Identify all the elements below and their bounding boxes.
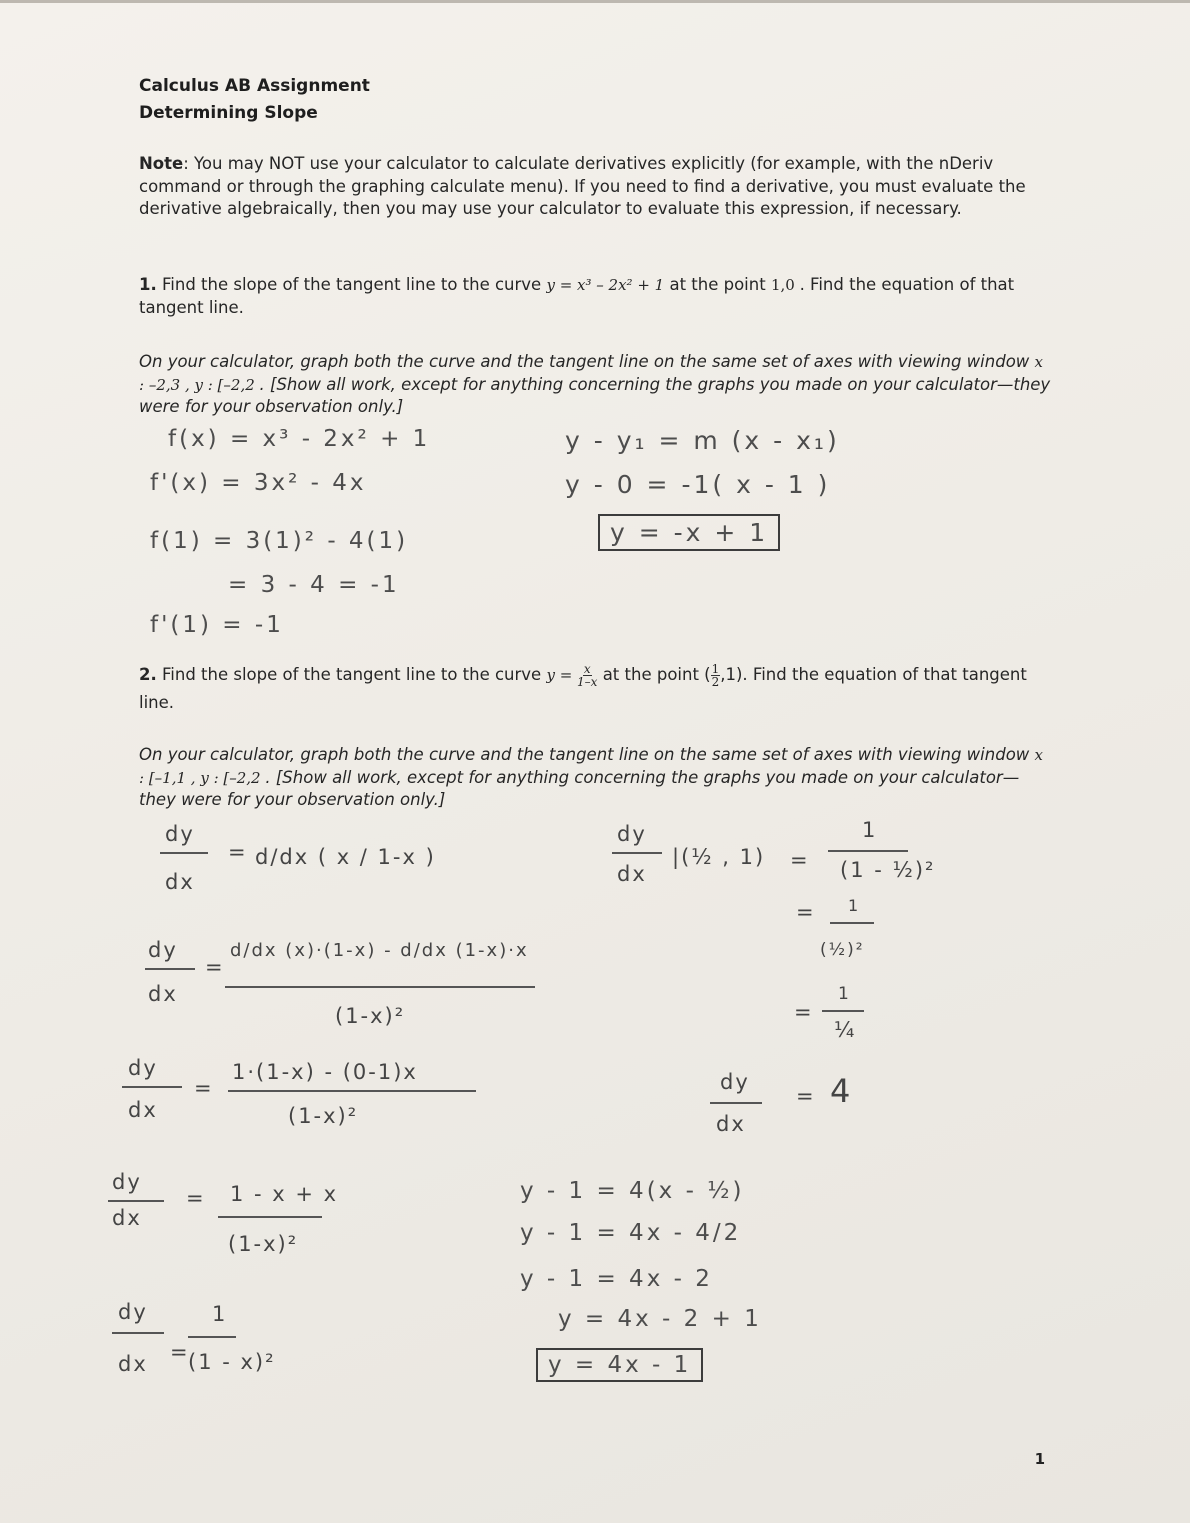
q2-point-rest: ,1). Find the equation of that tangent line. [139, 665, 1027, 712]
q1-work-line-4: = 3 - 4 = -1 [228, 572, 400, 598]
fraction-bar [160, 852, 208, 854]
q2-line-eq-2: y - 1 = 4x - 4/2 [520, 1220, 742, 1246]
q1-answer-box: y = -x + 1 [598, 514, 780, 551]
q2-step3-denominator: (1-x)² [288, 1104, 359, 1128]
fraction-bar [145, 968, 195, 970]
dy-label: dy [720, 1070, 750, 1094]
q2-window: x : [–1,1 , y : [–2,2 [139, 746, 1043, 787]
q2-eval3-numerator: 1 [838, 984, 851, 1004]
q1-text-c: . Find the equation of that tangent line. [139, 275, 1015, 317]
fraction-bar [225, 986, 535, 988]
fraction-bar [228, 1090, 476, 1092]
dx-label: dx [617, 862, 647, 886]
dx-label: dx [716, 1112, 746, 1136]
q2-eval-numerator: 1 [862, 818, 878, 842]
q1-work-line-2: f'(x) = 3x² - 4x [150, 470, 367, 496]
dx-label: dx [112, 1206, 142, 1230]
assignment-subtitle: Determining Slope [139, 103, 318, 123]
dy-label: dy [165, 822, 195, 846]
q1-point: 1,0 [770, 276, 800, 294]
dy-label: dy [617, 822, 647, 846]
fraction-bar [218, 1216, 322, 1218]
q1-work-line-1: f(x) = x³ - 2x² + 1 [168, 426, 431, 452]
q2-text-a: Find the slope of the tangent line to the curve [156, 665, 547, 684]
q2-curve-fraction [577, 663, 597, 688]
q2-curve-num: x [583, 662, 591, 676]
q1-number: 1. [139, 275, 157, 294]
fraction-bar [122, 1086, 182, 1088]
equals-sign: = [205, 955, 225, 979]
q1-window: x : –2,3 , y : [–2,2 [139, 353, 1043, 394]
q1-calc-a: On your calculator, graph both the curve and the tangent line on the same set of axes with viewing window [139, 352, 1035, 371]
q2-line-eq-3: y - 1 = 4x - 2 [520, 1266, 713, 1292]
q2-eval2-numerator: 1 [848, 896, 861, 915]
equals-sign: = [228, 840, 248, 864]
note-label: Note [139, 154, 184, 173]
dy-label: dy [118, 1300, 148, 1324]
q2-step4-numerator: 1 - x + x [230, 1182, 339, 1206]
q1-work-line-3: f(1) = 3(1)² - 4(1) [150, 528, 409, 554]
assignment-title: Calculus AB Assignment [139, 76, 370, 96]
q2-calculator-instructions [139, 744, 1051, 812]
q1-text-b: at the point [664, 275, 771, 294]
q2-number: 2. [139, 665, 157, 684]
dy-label: dy [128, 1056, 158, 1080]
q1-calc-b: . [Show all work, except for anything concerning the graphs you made on your calculator—they were for your observation only.] [139, 374, 1051, 416]
fraction-bar [612, 852, 662, 854]
q2-line-eq-1: y - 1 = 4(x - ½) [520, 1178, 745, 1204]
note-text: : You may NOT use your calculator to calculate derivatives explicitly (for example, with the nDeriv command or through the graphing calculate menu). If you need to find a derivative, you must evaluate the derivative algebraically, then you may use your calculator to evaluate this expression, if necessary. [139, 154, 1026, 218]
q2-point-den: 2 [711, 675, 720, 689]
q2-slope-value: 4 [830, 1072, 853, 1110]
equals-sign: = [170, 1340, 190, 1364]
equals-sign: = [796, 1084, 816, 1108]
equals-sign: = [794, 1000, 814, 1024]
q2-point-num: 1 [711, 662, 720, 676]
q1-work-line-5: f'(1) = -1 [150, 612, 284, 638]
fraction-bar [188, 1336, 236, 1338]
q1-text-a: Find the slope of the tangent line to the curve [156, 275, 547, 294]
q2-curve-den: 1–x [577, 675, 598, 689]
q1-calculator-instructions [139, 351, 1051, 419]
dx-label: dx [148, 982, 178, 1006]
fraction-bar [112, 1332, 164, 1334]
q2-curve-lhs: y = [546, 666, 578, 684]
dx-label: dx [165, 870, 195, 894]
q2-calc-b: . [Show all work, except for anything concerning the graphs you made on your calculator—they were for your observation only.] [139, 767, 1020, 809]
q2-point-fraction [711, 663, 721, 688]
page-number: 1 [1034, 1450, 1045, 1468]
fraction-bar [108, 1200, 164, 1202]
q2-step2-numerator: d/dx (x)·(1-x) - d/dx (1-x)·x [230, 940, 529, 961]
q2-step4-denominator: (1-x)² [228, 1232, 299, 1256]
question-2 [139, 661, 1051, 716]
dy-label: dy [148, 938, 178, 962]
question-1 [139, 274, 1019, 319]
fraction-bar [830, 922, 874, 924]
dy-label: dy [112, 1170, 142, 1194]
q2-step3-numerator: 1·(1-x) - (0-1)x [232, 1060, 418, 1084]
q2-answer-box: y = 4x - 1 [536, 1348, 703, 1382]
equals-sign: = [186, 1186, 206, 1210]
q2-eval2-denominator: (½)² [820, 940, 865, 960]
dx-label: dx [128, 1098, 158, 1122]
q2-step2-denominator: (1-x)² [335, 1004, 406, 1028]
dx-label: dx [118, 1352, 148, 1376]
fraction-bar [828, 850, 908, 852]
q2-step5-numerator: 1 [212, 1302, 228, 1326]
page-top-edge [0, 0, 1190, 3]
note-paragraph [139, 153, 1051, 221]
q2-calc-a: On your calculator, graph both the curve and the tangent line on the same set of axes with viewing window [139, 745, 1035, 764]
q2-eval3-denominator: ¼ [834, 1018, 857, 1042]
equals-sign: = [790, 848, 810, 872]
q2-evaluation-point: |(½ , 1) [672, 845, 766, 869]
fraction-bar [822, 1010, 864, 1012]
q2-step1-rhs: d/dx ( x / 1-x ) [255, 845, 436, 869]
q2-eval-denominator: (1 - ½)² [840, 858, 936, 882]
q2-text-b: at the point ( [597, 665, 711, 684]
q1-substitution: y - 0 = -1( x - 1 ) [565, 470, 831, 499]
q2-step5-denominator: (1 - x)² [188, 1350, 276, 1374]
equals-sign: = [194, 1076, 214, 1100]
q1-point-slope-form: y - y₁ = m (x - x₁) [565, 426, 840, 455]
q2-line-eq-4: y = 4x - 2 + 1 [558, 1306, 762, 1332]
fraction-bar [710, 1102, 762, 1104]
equals-sign: = [796, 900, 816, 924]
q1-curve: y = x³ – 2x² + 1 [546, 276, 665, 294]
